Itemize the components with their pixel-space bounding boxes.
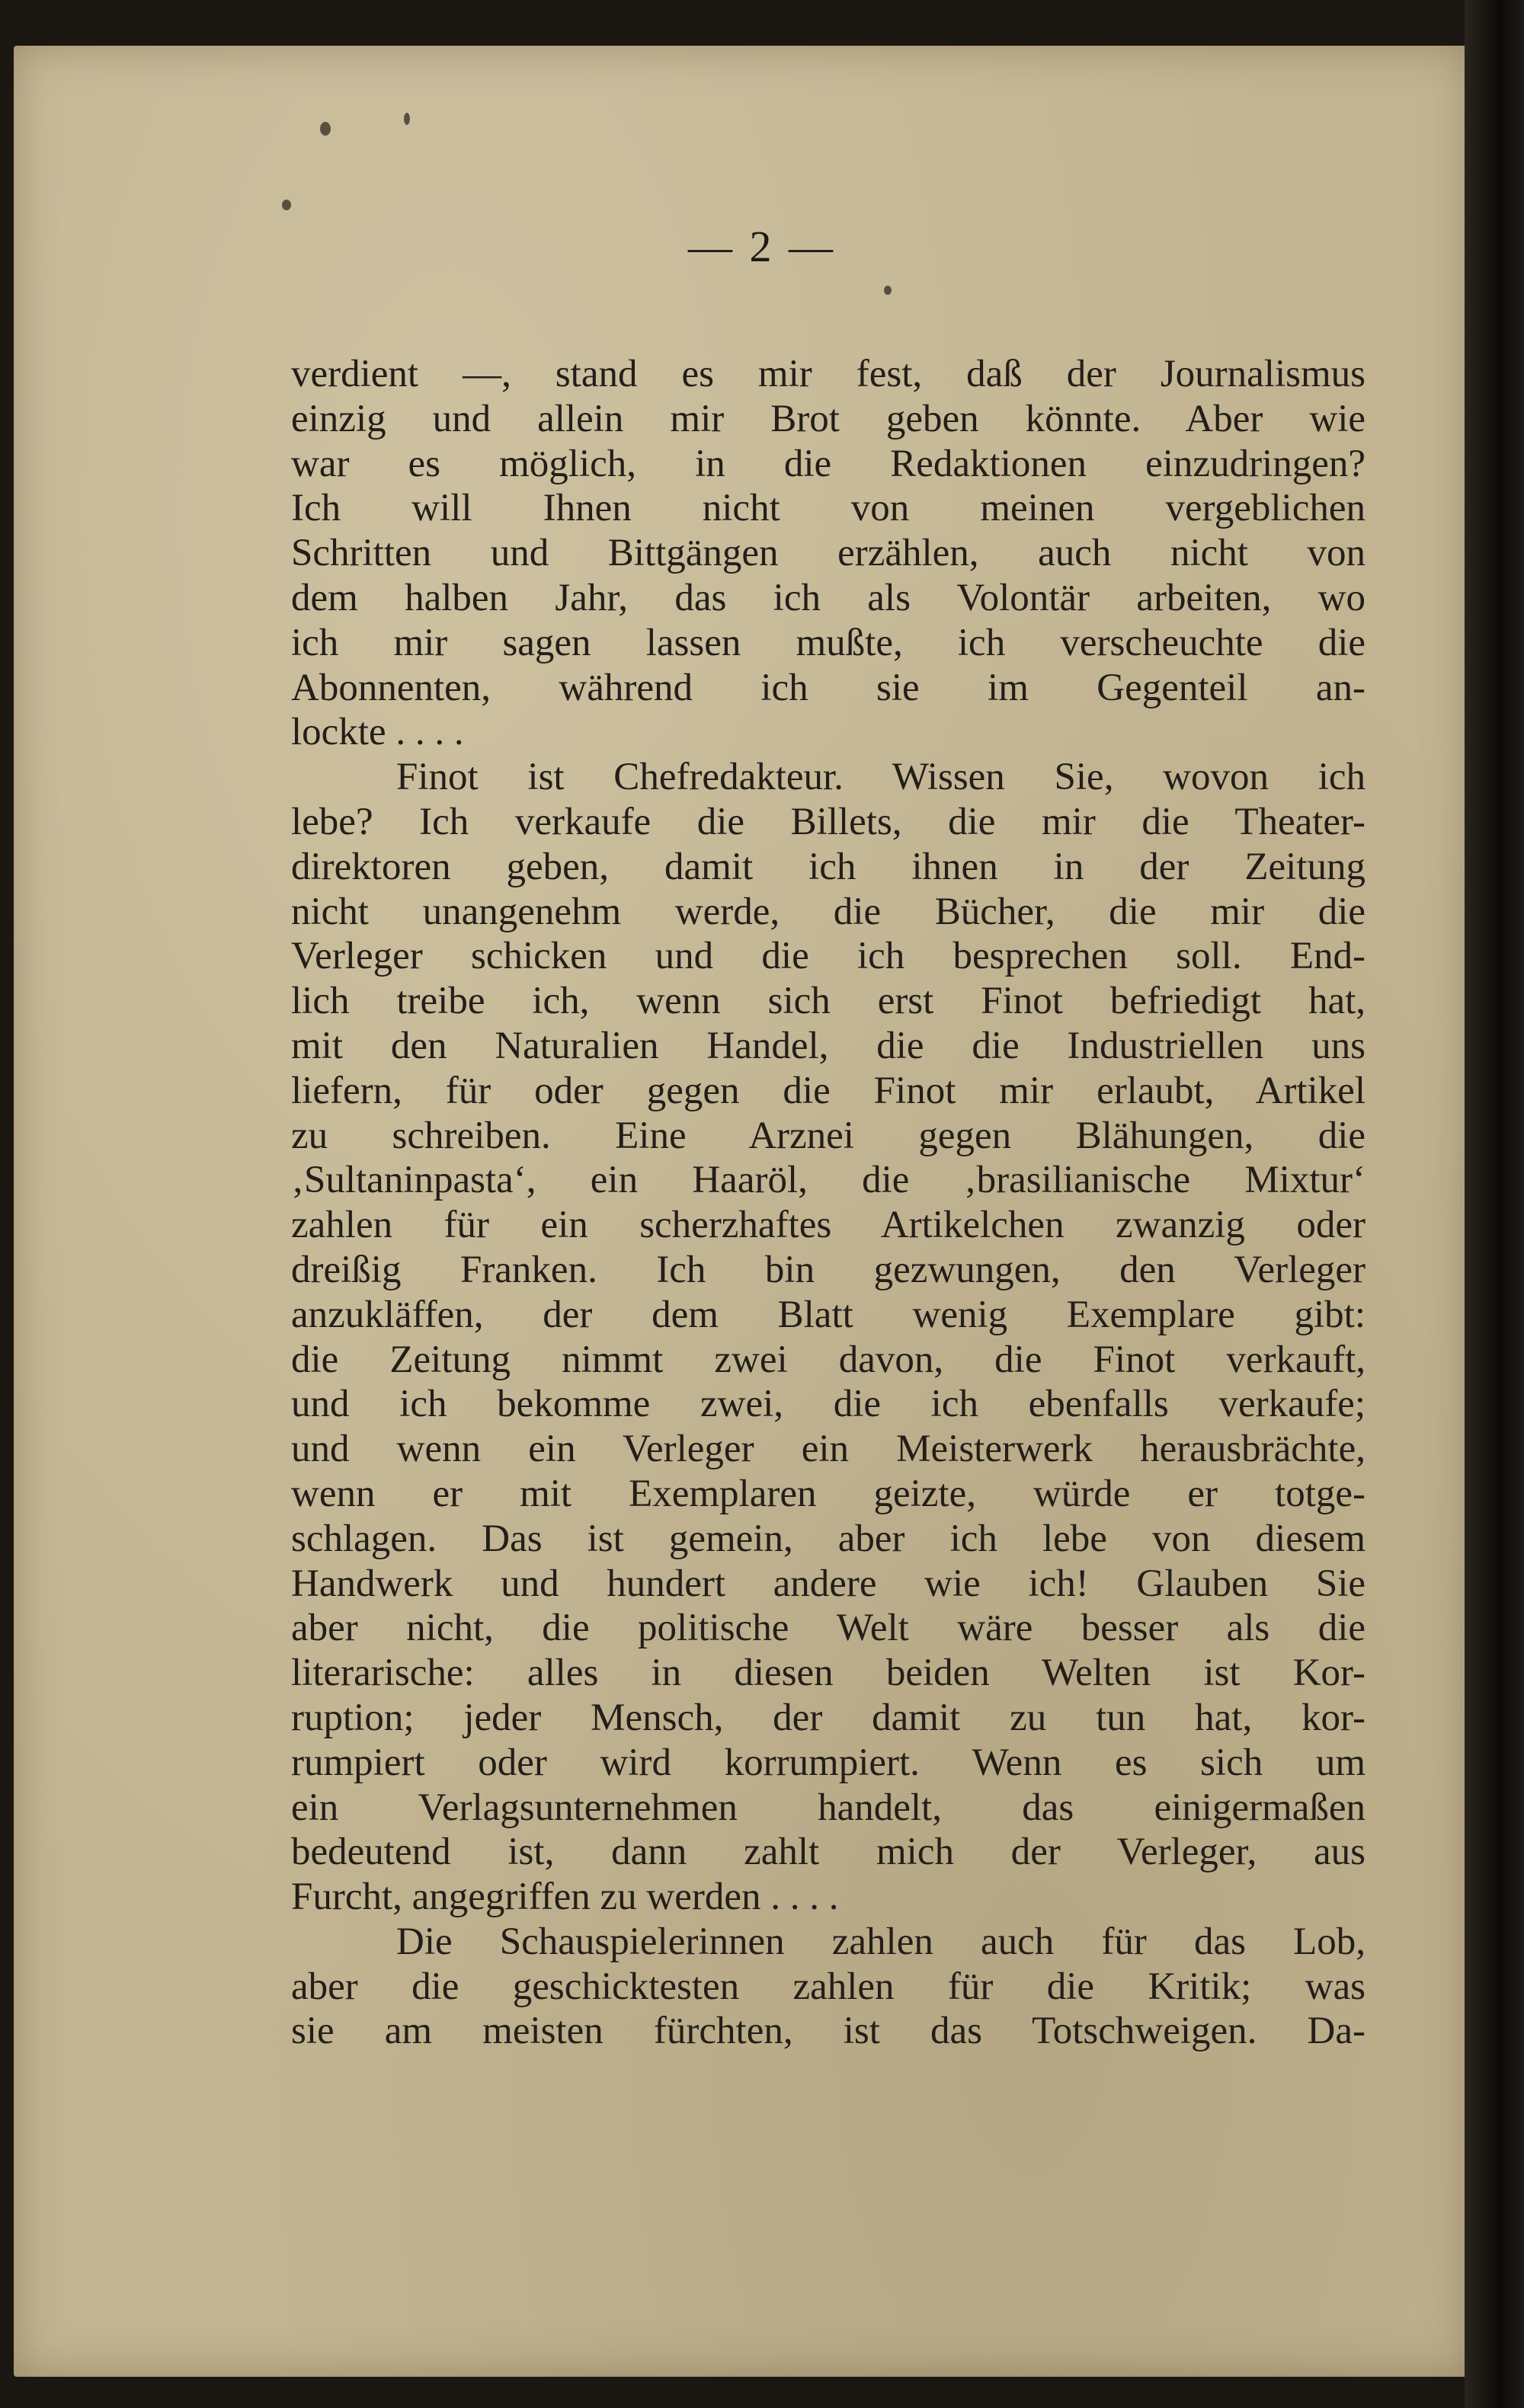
text-line: bedeutend ist, dann zahlt mich der Verleger, aus <box>291 1831 1366 1874</box>
text-line: aber die geschicktesten zahlen für die Kritik; was <box>291 1965 1366 2008</box>
text-line: aber nicht, die politische Welt wäre besser als die <box>291 1607 1366 1650</box>
text-line: Verleger schicken und die ich besprechen soll. End- <box>291 935 1366 978</box>
text-line: die Zeitung nimmt zwei davon, die Finot verkauft, <box>291 1338 1366 1381</box>
text-line: Finot ist Chefredakteur. Wissen Sie, wovon ich <box>396 756 1366 799</box>
text-line: Abonnenten, während ich sie im Gegenteil an- <box>291 666 1366 709</box>
body-text <box>291 352 1366 2054</box>
text-line: Handwerk und hundert andere wie ich! Glauben Sie <box>291 1562 1366 1605</box>
text-line: war es möglich, in die Redaktionen einzudringen? <box>291 442 1366 485</box>
ink-speck <box>884 286 892 295</box>
text-line: anzukläffen, der dem Blatt wenig Exemplare gibt: <box>291 1293 1366 1336</box>
text-line: literarische: alles in diesen beiden Welten ist Kor- <box>291 1652 1366 1695</box>
text-line: liefern, für oder gegen die Finot mir erlaubt, Artikel <box>291 1069 1366 1112</box>
text-line: ein Verlagsunternehmen handelt, das einigermaßen <box>291 1786 1366 1829</box>
text-line: einzig und allein mir Brot geben könnte. Aber wie <box>291 397 1366 440</box>
text-line: Schritten und Bittgängen erzählen, auch nicht von <box>291 532 1366 575</box>
text-line: dem halben Jahr, das ich als Volontär arbeiten, wo <box>291 576 1366 619</box>
text-line: nicht unangenehm werde, die Bücher, die mir die <box>291 890 1366 933</box>
page-number: — 2 — <box>688 222 836 271</box>
ink-speck <box>404 113 410 125</box>
text-line: lebe? Ich verkaufe die Billets, die mir die Theater- <box>291 800 1366 843</box>
text-line: Die Schauspielerinnen zahlen auch für das Lob, <box>396 1920 1366 1963</box>
ink-speck <box>320 122 331 136</box>
text-line: lich treibe ich, wenn sich erst Finot befriedigt hat, <box>291 980 1366 1023</box>
text-line: ich mir sagen lassen mußte, ich verscheuchte die <box>291 621 1366 664</box>
text-line: rumpiert oder wird korrumpiert. Wenn es sich um <box>291 1741 1366 1784</box>
text-line: und wenn ein Verleger ein Meisterwerk herausbrächte, <box>291 1428 1366 1471</box>
text-line: ‚Sultaninpasta‘, ein Haaröl, die ‚brasilianische Mixtur‘ <box>291 1159 1366 1202</box>
text-line: schlagen. Das ist gemein, aber ich lebe von diesem <box>291 1517 1366 1560</box>
text-line: lockte . . . . <box>291 711 464 754</box>
text-line: und ich bekomme zwei, die ich ebenfalls verkaufe; <box>291 1383 1366 1426</box>
text-line: verdient —, stand es mir fest, daß der Journalismus <box>291 353 1366 395</box>
text-line: mit den Naturalien Handel, die die Industriellen uns <box>291 1024 1366 1067</box>
text-line: zu schreiben. Eine Arznei gegen Blähungen, die <box>291 1114 1366 1157</box>
text-line: zahlen für ein scherzhaftes Artikelchen zwanzig oder <box>291 1204 1366 1247</box>
book-spine-edge <box>1465 0 1524 2408</box>
text-line: Ich will Ihnen nicht von meinen vergeblichen <box>291 487 1366 530</box>
text-line: direktoren geben, damit ich ihnen in der Zeitung <box>291 845 1366 888</box>
text-line: wenn er mit Exemplaren geizte, würde er totge- <box>291 1472 1366 1515</box>
text-line: sie am meisten fürchten, ist das Totschweigen. Da- <box>291 2010 1366 2053</box>
text-line: Furcht, angegriffen zu werden . . . . <box>291 1876 839 1919</box>
text-line: dreißig Franken. Ich bin gezwungen, den Verleger <box>291 1248 1366 1291</box>
ink-speck <box>282 200 291 210</box>
text-line: ruption; jeder Mensch, der damit zu tun hat, kor- <box>291 1696 1366 1739</box>
